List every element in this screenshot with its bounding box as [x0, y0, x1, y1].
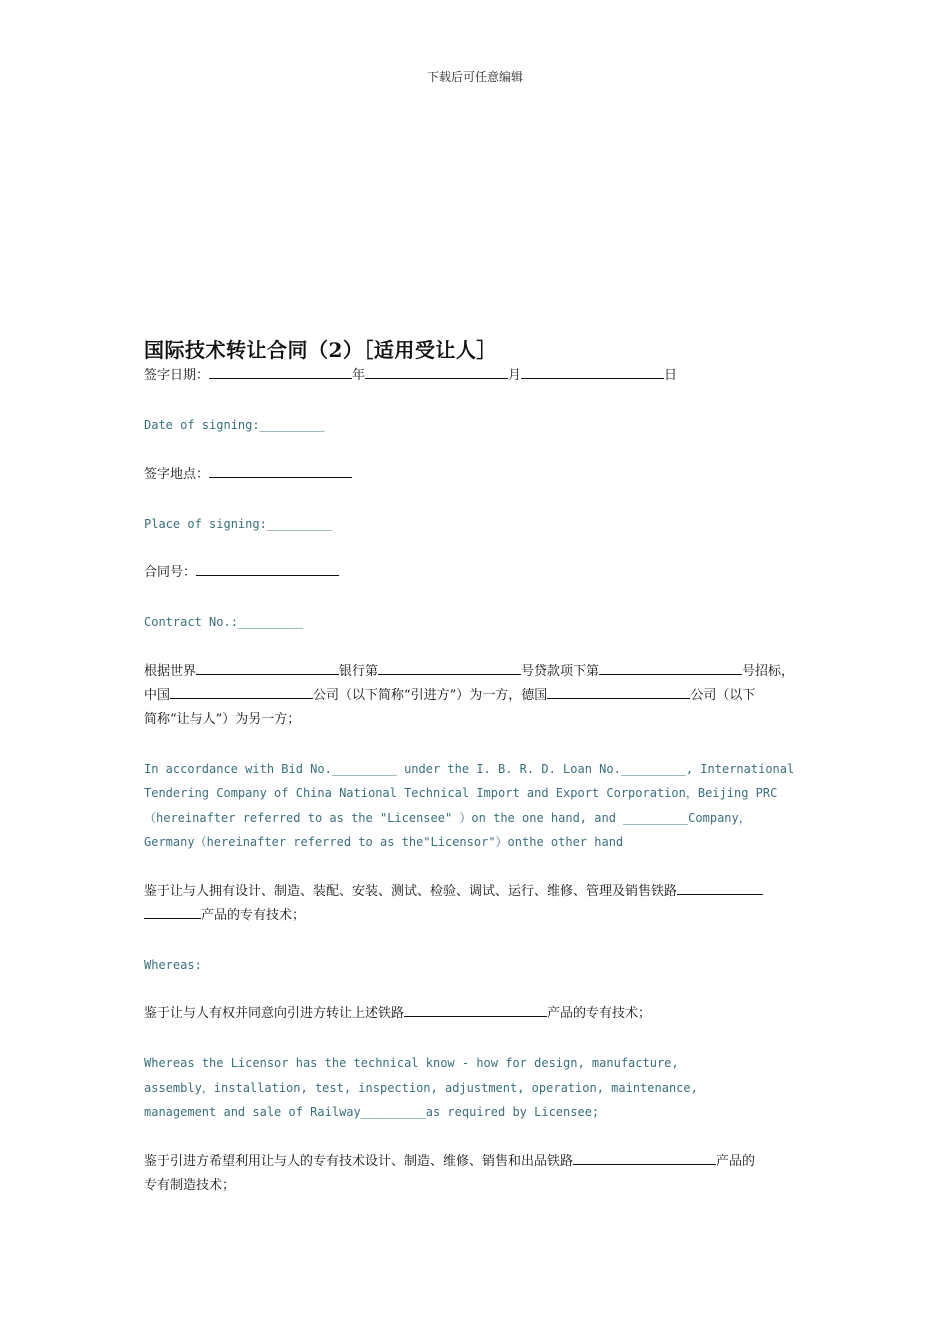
text-segment: 根据世界 [144, 663, 197, 679]
loan-no-blank[interactable] [378, 660, 521, 675]
text-segment: 银行第 [339, 663, 379, 679]
paragraph-line: （hereinafter referred to as the "Licensee" ）on the one hand, and _________Company， [144, 810, 751, 825]
railway-product-blank[interactable] [677, 880, 763, 895]
text-segment: 产品的专有技术； [201, 907, 306, 923]
text-segment: 号招标， [742, 663, 795, 679]
parties-paragraph-en [144, 757, 824, 855]
whereas-know-how-cn [144, 880, 824, 928]
paragraph-line: Whereas the Licensor has the technical know - how for design, manufacture, [144, 1056, 679, 1070]
paragraph-line: management and sale of Railway_________as required by Licensee; [144, 1105, 600, 1119]
document-title: 国际技术转让合同（2）［适用受让人］ [144, 338, 497, 362]
contract-no-cn [144, 561, 824, 585]
text-segment: 产品的 [716, 1153, 756, 1169]
signing-date-en: Date of signing:_________ [144, 418, 325, 432]
contract-no-label: 合同号： [144, 565, 197, 580]
signing-date-label: 签字日期： [144, 368, 210, 383]
bid-no-blank[interactable] [599, 660, 742, 675]
text-segment: 中国 [144, 687, 171, 703]
text-segment: 鉴于让与人拥有设计、制造、装配、安装、测试、检验、调试、运行、维修、管理及销售铁路 [144, 883, 678, 899]
signing-place-blank[interactable] [209, 463, 352, 478]
whereas-heading-en: Whereas: [144, 957, 202, 972]
contract-no-en: Contract No.:_________ [144, 615, 303, 629]
day-blank[interactable] [521, 364, 664, 379]
text-segment: 鉴于引进方希望利用让与人的专有技术设计、制造、维修、销售和出品铁路 [144, 1153, 574, 1169]
railway-product-blank-2[interactable] [404, 1002, 547, 1017]
signing-date-cn [144, 364, 824, 388]
paragraph-line: Tendering Company of China National Technical Import and Export Corporation，Beijing PRC [144, 786, 778, 800]
contract-document [144, 336, 824, 1198]
signing-place-cn [144, 463, 824, 487]
text-segment: 产品的专有技术； [547, 1006, 652, 1021]
year-blank[interactable] [209, 364, 352, 379]
signing-place-en: Place of signing:_________ [144, 516, 332, 531]
licensee-company-blank[interactable] [170, 684, 313, 699]
whereas-know-how-en [144, 1051, 824, 1125]
contract-no-blank[interactable] [196, 561, 339, 576]
day-label: 日 [664, 368, 678, 383]
whereas-transfer-cn [144, 1002, 824, 1026]
text-segment: 公司（以下 [690, 687, 756, 703]
text-segment: 号贷款项下第 [521, 663, 600, 679]
paragraph-line: In accordance with Bid No._________ under the I. B. R. D. Loan No._________, International [144, 761, 795, 776]
railway-product-blank-3[interactable] [573, 1150, 716, 1165]
bank-blank[interactable] [196, 660, 339, 675]
paragraph-line: Germany（hereinafter referred to as the"Licensor"）onthe other hand [144, 835, 624, 849]
year-label: 年 [352, 368, 366, 383]
whereas-licensee-wish-cn [144, 1150, 824, 1198]
paragraph-line: assembly，installation, test, inspection, adjustment, operation, maintenance, [144, 1080, 698, 1095]
page-header-note: 下载后可任意编辑 [426, 70, 523, 84]
text-segment: 专有制造技术； [144, 1177, 236, 1193]
signing-place-label: 签字地点： [144, 466, 210, 482]
text-segment: 简称“让与人”）为另一方； [144, 711, 301, 727]
licensor-company-blank[interactable] [547, 684, 690, 699]
railway-product-blank-cont[interactable] [144, 904, 201, 919]
text-segment: 鉴于让与人有权并同意向引进方转让上述铁路 [144, 1006, 405, 1021]
month-blank[interactable] [365, 364, 508, 379]
month-label: 月 [508, 368, 522, 383]
parties-paragraph-cn [144, 660, 824, 732]
text-segment: 公司（以下简称“引进方”）为一方，德国 [313, 687, 548, 703]
